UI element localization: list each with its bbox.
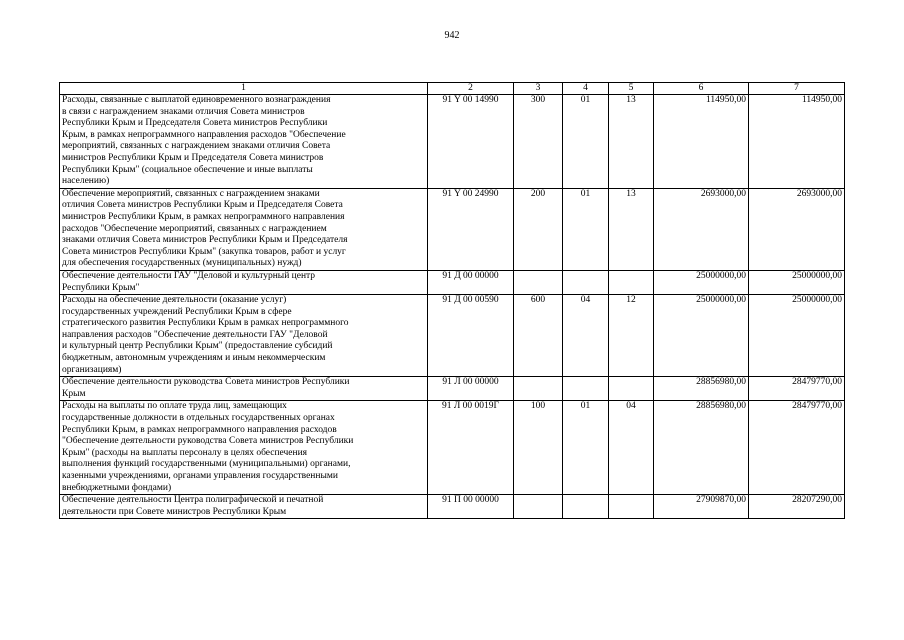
row-amount-year2: 28479770,00 (749, 401, 845, 495)
row-amount-year1: 28856980,00 (654, 377, 749, 401)
table-row (60, 377, 845, 401)
row-amount-year2: 114950,00 (749, 95, 845, 189)
row-amount-year1: 28856980,00 (654, 401, 749, 495)
row-description: Расходы на выплаты по оплате труда лиц, замещающих государственные должности в отдельных государственных органах Республики Крым, в рамках непрограммного направления расходов "Обеспечение деятельности руководства Совета министров Республики Крым" (расходы на выплаты персоналу в целях обеспечения выполнения функций государственными (муниципальными) органами, казенными учреждениями, органами управления государственными внебюджетными фондами) (60, 401, 428, 495)
header-col-7: 7 (749, 83, 845, 95)
row-section (563, 495, 609, 519)
header-col-3: 3 (514, 83, 563, 95)
row-target-code: 91 Д 00 00590 (428, 295, 514, 377)
header-row (60, 83, 845, 95)
row-description: Обеспечение деятельности Центра полиграфической и печатной деятельности при Совете министров Республики Крым (60, 495, 428, 519)
row-amount-year2: 28207290,00 (749, 495, 845, 519)
row-target-code: 91 Y 00 14990 (428, 95, 514, 189)
row-amount-year2: 2693000,00 (749, 188, 845, 270)
header-col-2: 2 (428, 83, 514, 95)
row-amount-year1: 25000000,00 (654, 295, 749, 377)
table-row (60, 95, 845, 189)
row-section (563, 377, 609, 401)
header-col-5: 5 (609, 83, 654, 95)
row-target-code: 91 Y 00 24990 (428, 188, 514, 270)
row-description: Обеспечение деятельности руководства Совета министров Республики Крым (60, 377, 428, 401)
row-amount-year1: 27909870,00 (654, 495, 749, 519)
row-subsection (609, 377, 654, 401)
row-description: Обеспечение деятельности ГАУ "Деловой и культурный центр Республики Крым" (60, 270, 428, 294)
header-col-6: 6 (654, 83, 749, 95)
row-amount-year1: 114950,00 (654, 95, 749, 189)
row-expense-type: 100 (514, 401, 563, 495)
row-expense-type: 200 (514, 188, 563, 270)
row-section: 01 (563, 401, 609, 495)
page-number: 942 (444, 30, 460, 41)
row-target-code: 91 Л 00 00000 (428, 377, 514, 401)
row-subsection: 04 (609, 401, 654, 495)
row-section: 04 (563, 295, 609, 377)
row-description: Расходы на обеспечение деятельности (оказание услуг) государственных учреждений Республики Крым в сфере стратегического развития Республики Крым в рамках непрограммного направления расходов "Обеспечение деятельности ГАУ "Деловой и культурный центр Республики Крым" (предоставление субсидий бюджетным, автономным учреждениям и иным некоммерческим организациям) (60, 295, 428, 377)
row-subsection (609, 495, 654, 519)
row-description: Обеспечение мероприятий, связанных с награждением знаками отличия Совета министров Республики Крым и Председателя Совета министров Республики Крым, в рамках непрограммного направления расходов "Обеспечение мероприятий, связанных с награждением знаками отличия Совета министров Республики Крым и Председателя Совета министров Республики Крым" (закупка товаров, работ и услуг для обеспечения государственных (муниципальных) нужд) (60, 188, 428, 270)
row-expense-type (514, 377, 563, 401)
table-row (60, 270, 845, 294)
table-row (60, 295, 845, 377)
budget-table (59, 82, 845, 519)
row-target-code: 91 Д 00 00000 (428, 270, 514, 294)
row-section: 01 (563, 95, 609, 189)
header-col-4: 4 (563, 83, 609, 95)
row-amount-year2: 25000000,00 (749, 270, 845, 294)
row-amount-year2: 28479770,00 (749, 377, 845, 401)
row-subsection: 13 (609, 95, 654, 189)
row-expense-type (514, 495, 563, 519)
row-description: Расходы, связанные с выплатой единовременного вознаграждения в связи с награждением знаками отличия Совета министров Республики Крым и Председателя Совета министров Республики Крым, в рамках непрограммного направления расходов "Обеспечение мероприятий, связанных с награждением знаками отличия Совета министров Республики Крым и Председателя Совета министров Республики Крым" (социальное обеспечение и иные выплаты населению) (60, 95, 428, 189)
row-expense-type: 600 (514, 295, 563, 377)
row-expense-type (514, 270, 563, 294)
row-subsection (609, 270, 654, 294)
row-subsection: 13 (609, 188, 654, 270)
table-row (60, 495, 845, 519)
row-amount-year1: 2693000,00 (654, 188, 749, 270)
header-col-1: 1 (60, 83, 428, 95)
row-subsection: 12 (609, 295, 654, 377)
table-row (60, 401, 845, 495)
row-amount-year1: 25000000,00 (654, 270, 749, 294)
table-row (60, 188, 845, 270)
row-target-code: 91 Л 00 0019Г (428, 401, 514, 495)
row-amount-year2: 25000000,00 (749, 295, 845, 377)
row-target-code: 91 П 00 00000 (428, 495, 514, 519)
row-expense-type: 300 (514, 95, 563, 189)
row-section (563, 270, 609, 294)
row-section: 01 (563, 188, 609, 270)
